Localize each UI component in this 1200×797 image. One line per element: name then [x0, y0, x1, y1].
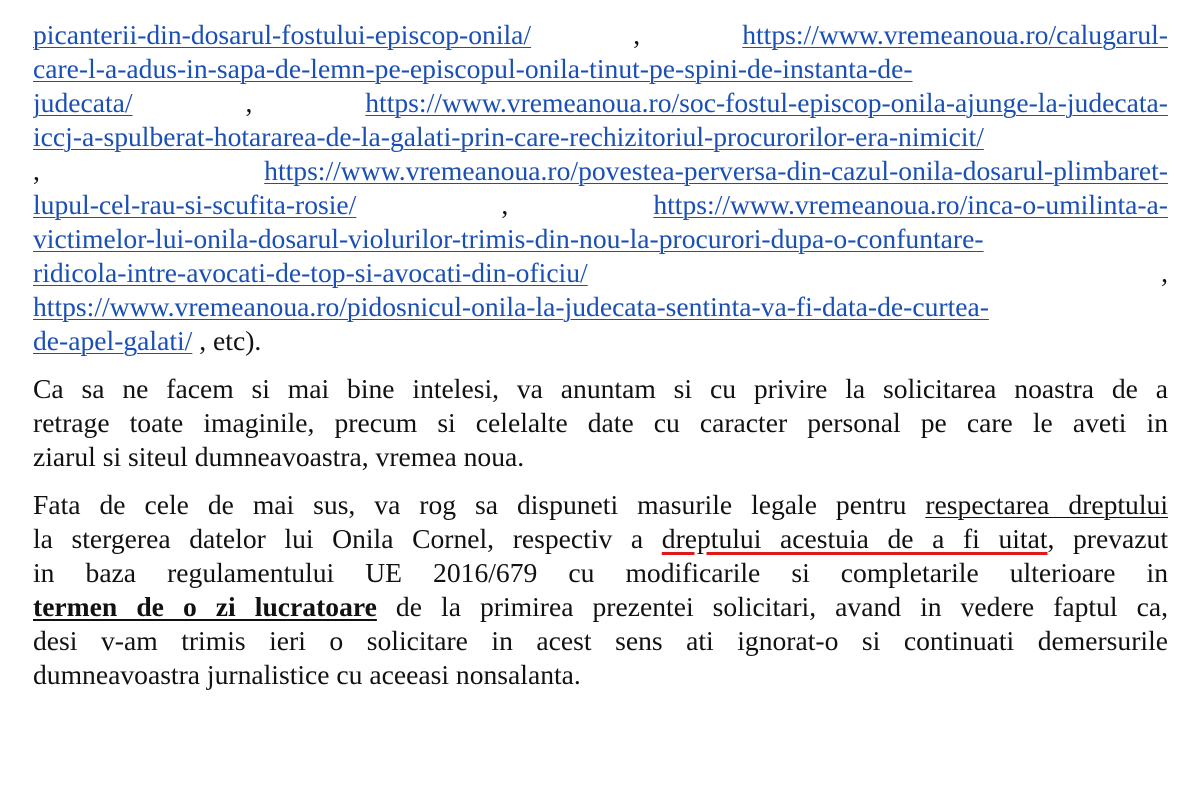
article-link[interactable]: lupul-cel-rau-si-scufita-rosie/	[33, 189, 357, 220]
text-line: in baza regulamentului UE 2016/679 cu modificarile si completarile ulterioare in	[33, 557, 1168, 588]
article-link[interactable]: https://www.vremeanoua.ro/calugarul-	[742, 19, 1168, 50]
links-paragraph	[33, 18, 1168, 358]
text-line	[33, 154, 1168, 188]
text-span: de la primirea prezentei solicitari, avand in vedere faptul ca,	[376, 591, 1168, 622]
paragraph-2	[33, 372, 1168, 474]
article-link[interactable]: de-apel-galati/	[33, 325, 193, 356]
article-link[interactable]: victimelor-lui-onila-dosarul-violurilor-trimis-din-nou-la-procurori-dupa-o-confuntare-	[33, 223, 984, 254]
text-line: retrage toate imaginile, precum si celelalte date cu caracter personal pe care le aveti in	[33, 407, 1168, 438]
text-line	[33, 18, 1168, 52]
text-line	[33, 488, 1168, 522]
paragraph-3	[33, 488, 1168, 692]
article-link[interactable]: iccj-a-spulberat-hotararea-de-la-galati-prin-care-rechizitoriul-procurorilor-era-nimicit/	[33, 121, 984, 152]
bold-underlined-phrase: termen de o zi lucratoare	[33, 591, 377, 622]
article-link[interactable]: ridicola-intre-avocati-de-top-si-avocati-din-oficiu/	[33, 257, 588, 288]
text-line	[33, 86, 1168, 120]
text-line	[33, 222, 1168, 256]
document-page	[33, 18, 1168, 692]
paragraph-gap	[33, 358, 1168, 372]
text-line: ziarul si siteul dumneavoastra, vremea noua.	[33, 441, 525, 472]
text-line: dumneavoastra jurnalistice cu aceeasi nonsalanta.	[33, 659, 581, 690]
separator: ,	[245, 87, 253, 118]
separator: ,	[33, 155, 40, 186]
red-underlined-phrase: dreptului acestuia de a fi uitat	[661, 523, 1048, 554]
text-line	[33, 256, 1168, 290]
separator: ,	[1161, 257, 1168, 288]
text-span: Fata de cele de mai sus, va rog sa dispuneti masurile legale pentru	[33, 489, 926, 520]
text-line	[33, 590, 1168, 624]
article-link[interactable]: picanterii-din-dosarul-fostului-episcop-onila/	[33, 19, 532, 50]
text-line: desi v-am trimis ieri o solicitare in acest sens ati ignorat-o si continuati demersurile	[33, 625, 1168, 656]
text-line	[33, 120, 1168, 154]
text-line	[33, 188, 1168, 222]
closing-text: , etc).	[192, 325, 262, 356]
text-span: la stergerea datelor lui Onila Cornel, respectiv a	[33, 523, 662, 554]
paragraph-gap	[33, 474, 1168, 488]
article-link[interactable]: https://www.vremeanoua.ro/pidosnicul-onila-la-judecata-sentinta-va-fi-data-de-curtea-	[33, 291, 989, 322]
text-span: , prevazut	[1047, 523, 1168, 554]
separator: ,	[633, 19, 641, 50]
separator: ,	[501, 189, 509, 220]
text-line	[33, 52, 1168, 86]
article-link[interactable]: care-l-a-adus-in-sapa-de-lemn-pe-episcopul-onila-tinut-pe-spini-de-instanta-de-	[33, 53, 913, 84]
article-link[interactable]: judecata/	[33, 87, 133, 118]
text-line: Ca sa ne facem si mai bine intelesi, va anuntam si cu privire la solicitarea noastra de a	[33, 373, 1168, 404]
text-line	[33, 522, 1168, 556]
article-link[interactable]: https://www.vremeanoua.ro/povestea-perversa-din-cazul-onila-dosarul-plimbaret-	[264, 155, 1168, 186]
article-link[interactable]: https://www.vremeanoua.ro/inca-o-umilinta-a-	[653, 189, 1168, 220]
article-link[interactable]: https://www.vremeanoua.ro/soc-fostul-episcop-onila-ajunge-la-judecata-	[365, 87, 1168, 118]
underlined-phrase: respectarea dreptului	[925, 489, 1168, 520]
text-line	[33, 324, 1168, 358]
text-line	[33, 290, 1168, 324]
